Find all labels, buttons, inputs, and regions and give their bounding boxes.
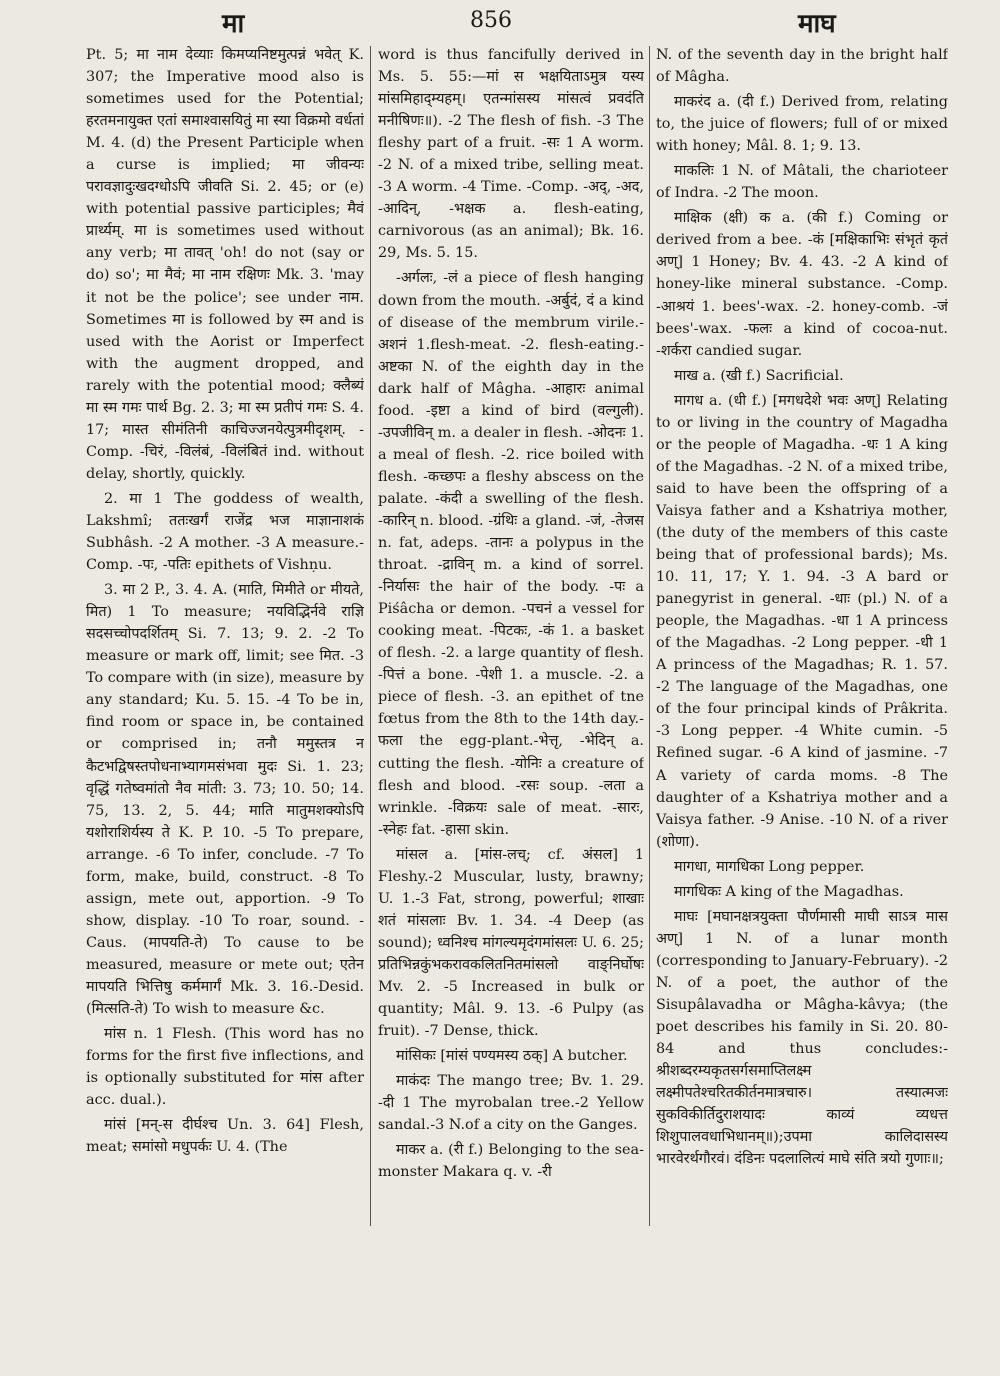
entry-paragraph: माकलिः 1 N. of Mâtali, the charioteer of Indra. -2 The moon.	[656, 163, 948, 202]
entry-paragraph: माकरंद a. (दी f.) Derived from, relating to, the juice of flowers; full of or mixed with honey; Mâl. 8. 1; 9. 13.	[656, 94, 948, 155]
entry-paragraph: माख a. (खी f.) Sacrificial.	[674, 367, 844, 384]
column-2	[378, 44, 644, 1374]
entry-paragraph: word is thus fancifully derived in Ms. 5. 55:—मां स भक्षयिताऽमुत्र यस्य मांसमिहाद्म्यहम्। एतन्मांसस्य मांसत्वं प्रवदंति मनीषिणः॥). -2 The flesh of fish. -3 The fleshy part of a fruit. -सः 1 A worm. -2 N. of a mixed tribe, selling meat. -3 A worm. -4 Time. -Comp. -अद्, -अद, -आदिन्, -भक्षक a. flesh-eating, carnivorous (as an animal); Bk. 16. 29, Ms. 5. 15.	[378, 47, 644, 262]
entry-paragraph: मागधिकः A king of the Magadhas.	[674, 883, 904, 900]
entry-paragraph: Pt. 5; मा नाम देव्याः किमप्यनिष्टमुत्पन्नं भवेत् K. 307; the Imperative mood also is sometimes used for the Potential; हरतमनायुक्त एतां समाश्वासयितुं मा स्या विक्रमो वर्धतां M. 4. (d) the Present Participle when a curse is implied; मा जीवन्यः परावज्ञादुःखदग्धोऽपि जीवति Si. 2. 45; or (e) with potential passive participles; मैवं प्रार्थ्यम्. मा is sometimes used without any verb; मा तावत् 'oh! do not (say or do) so'; मा मैवं; मा नाम रक्षिणः Mk. 3. 'may it not be the police'; see under नाम. Sometimes मा is followed by स्म and is used with the Aorist or Imperfect with the augment dropped, and rarely with the potential mood; क्लैब्यं मा स्म गमः पार्थ Bg. 2. 3; मा स्म प्रतीपं गमः S. 4. 17; मास्त सीमंतिनी काचिज्जनयेत्पुत्रमीदृशम्. -Comp. -चिरं, -विलंबं, -विलंबितं ind. without delay, shortly, quickly.	[86, 47, 364, 482]
entry-paragraph: माक्षिक (क्षी) क a. (की f.) Coming or derived from a bee. -कं [मक्षिकाभिः संभृतं कृतं अण्] 1 Honey; Bv. 4. 43. -2 A kind of honey-like mineral substance. -Comp. -आश्रयं 1. bees'-wax. -2. honey-comb. -जं bees'-wax. -फलः a kind of cocoa-nut. -शर्करा candied sugar.	[656, 210, 948, 359]
column-3	[656, 44, 948, 1374]
entry-paragraph: मांस n. 1 Flesh. (This word has no forms for the first five inflections, and is optionally substituted for मांस after acc. dual.).	[86, 1026, 364, 1109]
entry-paragraph: माकंदः The mango tree; Bv. 1. 29. -दी 1 The myrobalan tree.-2 Yellow sandal.-3 N.of a city on the Ganges.	[378, 1073, 644, 1134]
entry-paragraph: मागध a. (धी f.) [मगधदेशे भवः अण्] Relating to or living in the country of Magadha or the people of Magadha. -धः 1 A king of the Magadhas. -2 N. of a mixed tribe, said to have been the offspring of a Vaisya father and a Kshatriya mother, (the duty of the members of this caste being that of professional bards); Ms. 10. 11, 17; Y. 1. 94. -3 A bard or panegyrist in general. -धाः (pl.) N. of a people, the Magadhas. -धा 1 A princess of the Magadhas. -2 Long pepper. -धी 1 A princess of the Magadhas; R. 1. 57. -2 The language of the Magadhas, one of the four principal kinds of Prâkrita. -3 Long pepper. -4 White cumin. -5 Refined sugar. -6 A kind of jasmine. -7 A variety of carda moms. -8 The daughter of a Kshatriya mother and a Vaisya father. -9 Anise. -10 N. of a river (शोणा).	[656, 392, 948, 850]
entry-paragraph: मांसिकः [मांसं पण्यमस्य ठक्] A butcher.	[396, 1048, 628, 1065]
entry-paragraph: 3. मा 2 P., 3. 4. A. (माति, मिमीते or मीयते, मित) 1 To measure; नयविद्भिर्नवे राज्ञि सदसच्चोपदर्शितम् Si. 7. 13; 9. 2. -2 To measure or mark off, limit; see मित. -3 To compare with (in size), measure by any standard; Ku. 5. 15. -4 To be in, find room or space in, be contained or comprised in; तनौ ममुस्तत्र न कैटभद्विषस्तपोधनाभ्यागमसंभवा मुदः Si. 1. 23; वृद्धिं गतेष्वमांतो नैव मांती: 3. 73; 10. 50; 14. 75, 13. 2, 5. 44; माति मातुमशक्योऽपि यशोराशिर्यस्य ते K. P. 10. -5 To prepare, arrange. -6 To infer, conclude. -7 To form, make, build, construct. -8 To assign, mete out, apportion. -9 To show, display. -10 To roar, sound. -Caus. (मापयति-ते) To cause to be measured, measure or mete out; एतेन मापयति भित्तिषु कर्ममार्गं Mk. 3. 16.-Desid. (मित्सति-ते) To wish to measure &c.	[86, 582, 364, 1018]
right-running-headword: माघ	[798, 9, 836, 39]
entry-paragraph: 2. मा 1 The goddess of wealth, Lakshmî; ततःखर्गं राजेंद्र भज माज्ञानाशकं Subhâsh. -2 A mother. -3 A measure.-Comp. -पः, -पतिः epithets of Vishṇu.	[86, 490, 364, 574]
entry-paragraph: मांसं [मन्-स दीर्घश्च Un. 3. 64] Flesh, meat; समांसो मधुपर्कः U. 4. (The	[86, 1117, 364, 1156]
entry-paragraph: माघः [मघानक्षत्रयुक्ता पौर्णमासी माघी साऽत्र मास अण्] 1 N. of a lunar month (corresponding to January-February). -2 N. of a poet, the author of the Sisupâlavadha or Mâgha-kâvya; (the poet describes his family in Si. 20. 80-84 and thus concludes:-श्रीशब्दरम्यकृतसर्गसमाप्तिलक्ष्म लक्ष्मीपतेश्चरितकीर्तनमात्रचारु। तस्यात्मजः सुकविकीर्तिदुराशयादः काव्यं व्यधत्त शिशुपालवधाभिधानम्॥);उपमा कालिदासस्य भारवेरर्थगौरवं। दंडिनः पदलालित्यं माघे संति त्रयो गुणाः॥;	[656, 908, 948, 1168]
entry-paragraph: मांसल a. [मांस-लच्; cf. अंसल] 1 Fleshy.-2 Muscular, lusty, brawny; U. 1.-3 Fat, strong, powerful; शाखाः शतं मांसलाः Bv. 1. 34. -4 Deep (as sound); ध्वनिश्च मांगल्यमृदंगमांसलः U. 6. 25; प्रतिभिन्नकुंभकरावकलितनितमांसलो वाङ्निर्घोषः Mv. 2. -5 Increased in bulk or quantity; Mâl. 9. 13. -6 Pulpy (as fruit). -7 Dense, thick.	[378, 846, 644, 1040]
entry-paragraph: मागधा, मागधिका Long pepper.	[674, 858, 865, 875]
column-divider	[649, 46, 650, 1226]
page-number: 856	[470, 8, 512, 33]
entry-paragraph: -अर्गलः, -लं a piece of flesh hanging down from the mouth. -अर्बुदं, दं a kind of disease of the membrum virile.-अशनं 1.flesh-meat. -2. flesh-eating.-अष्टका N. of the eighth day in the dark half of Mâgha. -आहारः animal food. -इष्टा a kind of bird (वल्गुली). -उपजीविन् m. a dealer in flesh. -ओदनः 1. a meal of flesh. -2. rice boiled with flesh. -कच्छपः a fleshy abscess on the palate. -कंदी a swelling of the flesh. -कारिन् n. blood. -ग्रंथिः a gland. -जं, -तेजस n. fat, adeps. -तानः a polypus in the throat. -द्राविन् m. a kind of sorrel. -निर्यासः the hair of the body. -पः a Piśâcha or demon. -पचनं a vessel for cooking meat. -पिटकः, -कं 1. a basket of flesh. -2. a large quantity of flesh. -पित्तं a bone. -पेशी 1. a muscle. -2. a piece of flesh. -3. an epithet of tne fœtus from the 8th to the 14th day.-फला the egg-plant.-भेत्तृ, -भेदिन् a. cutting the flesh. -योनिः a creature of flesh and blood. -रसः soup. -लता a wrinkle. -विक्रयः sale of meat. -सारः, -स्नेहः fat. -हासा skin.	[378, 270, 644, 838]
left-running-headword: मा	[222, 9, 245, 39]
column-1	[86, 44, 364, 1374]
column-divider	[370, 46, 371, 1226]
page-header	[0, 0, 1000, 42]
entry-paragraph: माकर a. (री f.) Belonging to the sea-monster Makara q. v. -री	[378, 1142, 644, 1181]
entry-paragraph: N. of the seventh day in the bright half of Mâgha.	[656, 47, 948, 86]
